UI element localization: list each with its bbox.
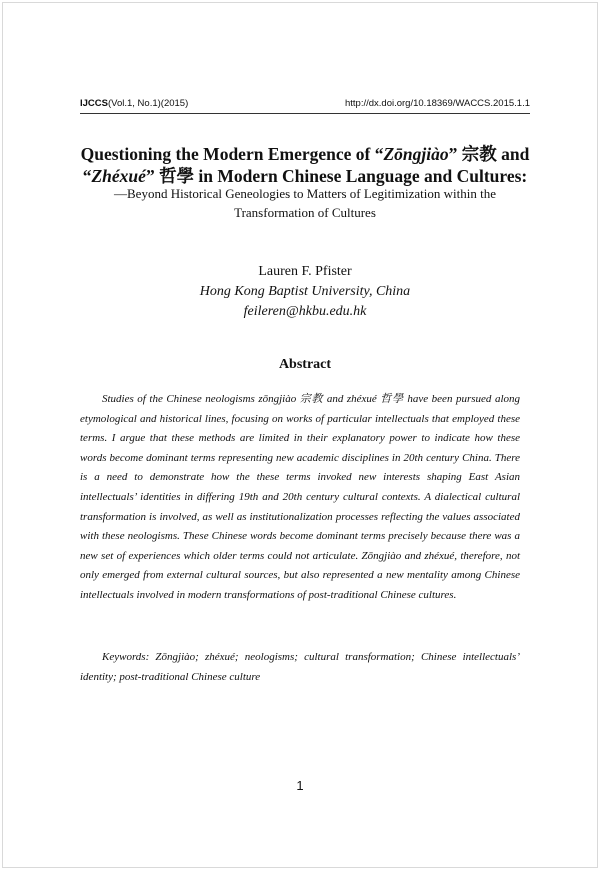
running-header — [80, 98, 530, 114]
title-line-1-pre: Questioning the Modern Emergence of “ — [80, 144, 384, 164]
header-rule — [80, 113, 530, 114]
title-line-2-post: ” 哲學 in Modern Chinese Language and Cultures: — [145, 166, 528, 186]
title-term-zongjiao: Zōngjiào — [383, 144, 449, 164]
page-number: 1 — [296, 778, 304, 793]
abstract-heading: Abstract — [278, 357, 332, 372]
journal-abbrev: IJCCS — [80, 98, 108, 109]
journal-issue: (Vol.1, No.1)(2015) — [107, 98, 189, 109]
author-name: Lauren F. Pfister — [258, 264, 352, 279]
subtitle-line-1: —Beyond Historical Geneologies to Matters of Legitimization within the — [114, 186, 496, 201]
author-email[interactable]: feileren@hkbu.edu.hk — [243, 304, 367, 319]
title-line-1-post: ” 宗教 and — [448, 144, 530, 164]
paper-title — [60, 143, 550, 187]
title-line-1 — [60, 143, 550, 165]
keywords: Keywords: Zōngjiào; zhéxué; neologisms; cultural transformation; Chinese intellectuals’ identity; post-traditional Chinese culture — [80, 651, 520, 683]
title-line-2-pre: “ — [82, 166, 92, 186]
title-term-zhexue: Zhéxué — [91, 166, 146, 186]
author-affiliation: Hong Kong Baptist University, China — [199, 284, 411, 299]
journal-citation — [80, 98, 188, 109]
doi-link[interactable]: http://dx.doi.org/10.18369/WACCS.2015.1.1 — [344, 98, 530, 109]
subtitle-line-2: Transformation of Cultures — [234, 205, 376, 220]
paper-subtitle — [60, 184, 550, 222]
abstract-body: Studies of the Chinese neologisms zōngjiào 宗教 and zhéxué 哲學 have been pursued along etymological and historical lines, focusing on works of particular intellectuals that employed these terms. I argue that these methods are limited in their explanatory power to indicate how these words become dominant terms representing new academic disciplines in 20th century China. There is a need to demonstrate how the these terms invoked new interests shaping East Asian intellectuals’ identities in differing 19th and 20th century cultural contexts. A dialectical cultural transformation is involved, as well as institutionalization processes reflecting the values associated with these neologisms. These Chinese words become dominant terms precisely because there was a new set of experiences which older terms could not articulate. Zōngjiào and zhéxué, therefore, not only emerged from external cultural sources, but also represented a new mentality among Chinese intellectuals involved in modern transformations of post-traditional Chinese cultures. — [80, 393, 520, 601]
